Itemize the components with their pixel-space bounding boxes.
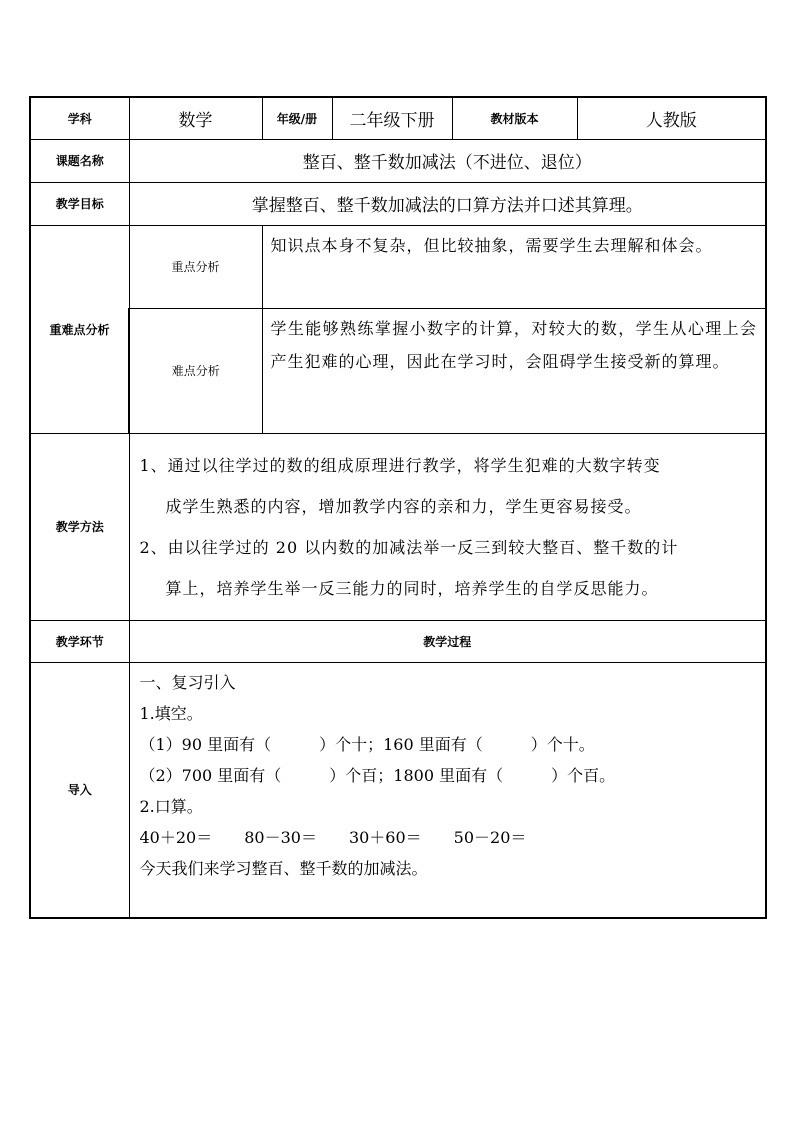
- goal-value: 掌握整百、整千数加减法的口算方法并口述其算理。: [129, 182, 766, 225]
- topic-value: 整百、整千数加减法（不进位、退位）: [129, 139, 766, 182]
- intro-row: [30, 662, 766, 918]
- goal-label: 教学目标: [30, 182, 129, 225]
- process-header-row: [30, 620, 766, 662]
- key-analysis-label: 重点分析: [129, 225, 262, 308]
- intro-line: 1.填空。: [139, 703, 203, 723]
- goal-row: [30, 182, 766, 225]
- subject-value: 数学: [129, 97, 262, 139]
- intro-line: （2）700 里面有（ ）个百；1800 里面有（ ）个百。: [139, 765, 616, 785]
- method-item-2-line-2: 算上，培养学生举一反三能力的同时，培养学生的自学反思能力。: [165, 578, 659, 598]
- intro-line: 2.口算。: [139, 796, 203, 816]
- method-item-2-line-1: 2、由以往学过的 20 以内数的加减法举一反三到较大整百、整千数的计: [139, 537, 679, 557]
- intro-line: 40＋20＝ 80－30＝ 30＋60＝ 50－20＝: [139, 827, 527, 847]
- intro-line: 今天我们来学习整百、整千数的加减法。: [139, 858, 428, 878]
- header-row: [30, 97, 766, 139]
- difficult-analysis-label: 难点分析: [129, 308, 262, 433]
- key-analysis-text: 知识点本身不复杂，但比较抽象，需要学生去理解和体会。: [262, 225, 766, 308]
- method-item-1-line-2: 成学生熟悉的内容，增加教学内容的亲和力，学生更容易接受。: [165, 496, 642, 516]
- difficult-analysis-text: 学生能够熟练掌握小数字的计算，对较大的数，学生从心理上会产生犯难的心理，因此在学习时，会阻碍学生接受新的算理。: [262, 308, 766, 433]
- grade-value: 二年级下册: [332, 97, 452, 139]
- stage-label: 教学环节: [30, 620, 129, 662]
- intro-label: 导入: [30, 662, 129, 918]
- method-text: [129, 433, 766, 620]
- analysis-label: 重难点分析: [30, 225, 129, 433]
- lesson-plan-table: [29, 96, 767, 919]
- intro-line: 一、复习引入: [139, 672, 236, 692]
- topic-row: [30, 139, 766, 182]
- method-label: 教学方法: [30, 433, 129, 620]
- intro-line: （1）90 里面有（ ）个十；160 里面有（ ）个十。: [139, 734, 595, 754]
- difficult-analysis-row: [30, 308, 766, 433]
- process-label: 教学过程: [129, 620, 766, 662]
- topic-label: 课题名称: [30, 139, 129, 182]
- intro-content: [129, 662, 766, 918]
- edition-value: 人教版: [577, 97, 766, 139]
- key-analysis-row: [30, 225, 766, 308]
- edition-label: 教材版本: [452, 97, 577, 139]
- grade-label: 年级/册: [262, 97, 332, 139]
- subject-label: 学科: [30, 97, 129, 139]
- method-row: [30, 433, 766, 620]
- method-item-1-line-1: 1、通过以往学过的数的组成原理进行教学，将学生犯难的大数字转变: [139, 455, 661, 475]
